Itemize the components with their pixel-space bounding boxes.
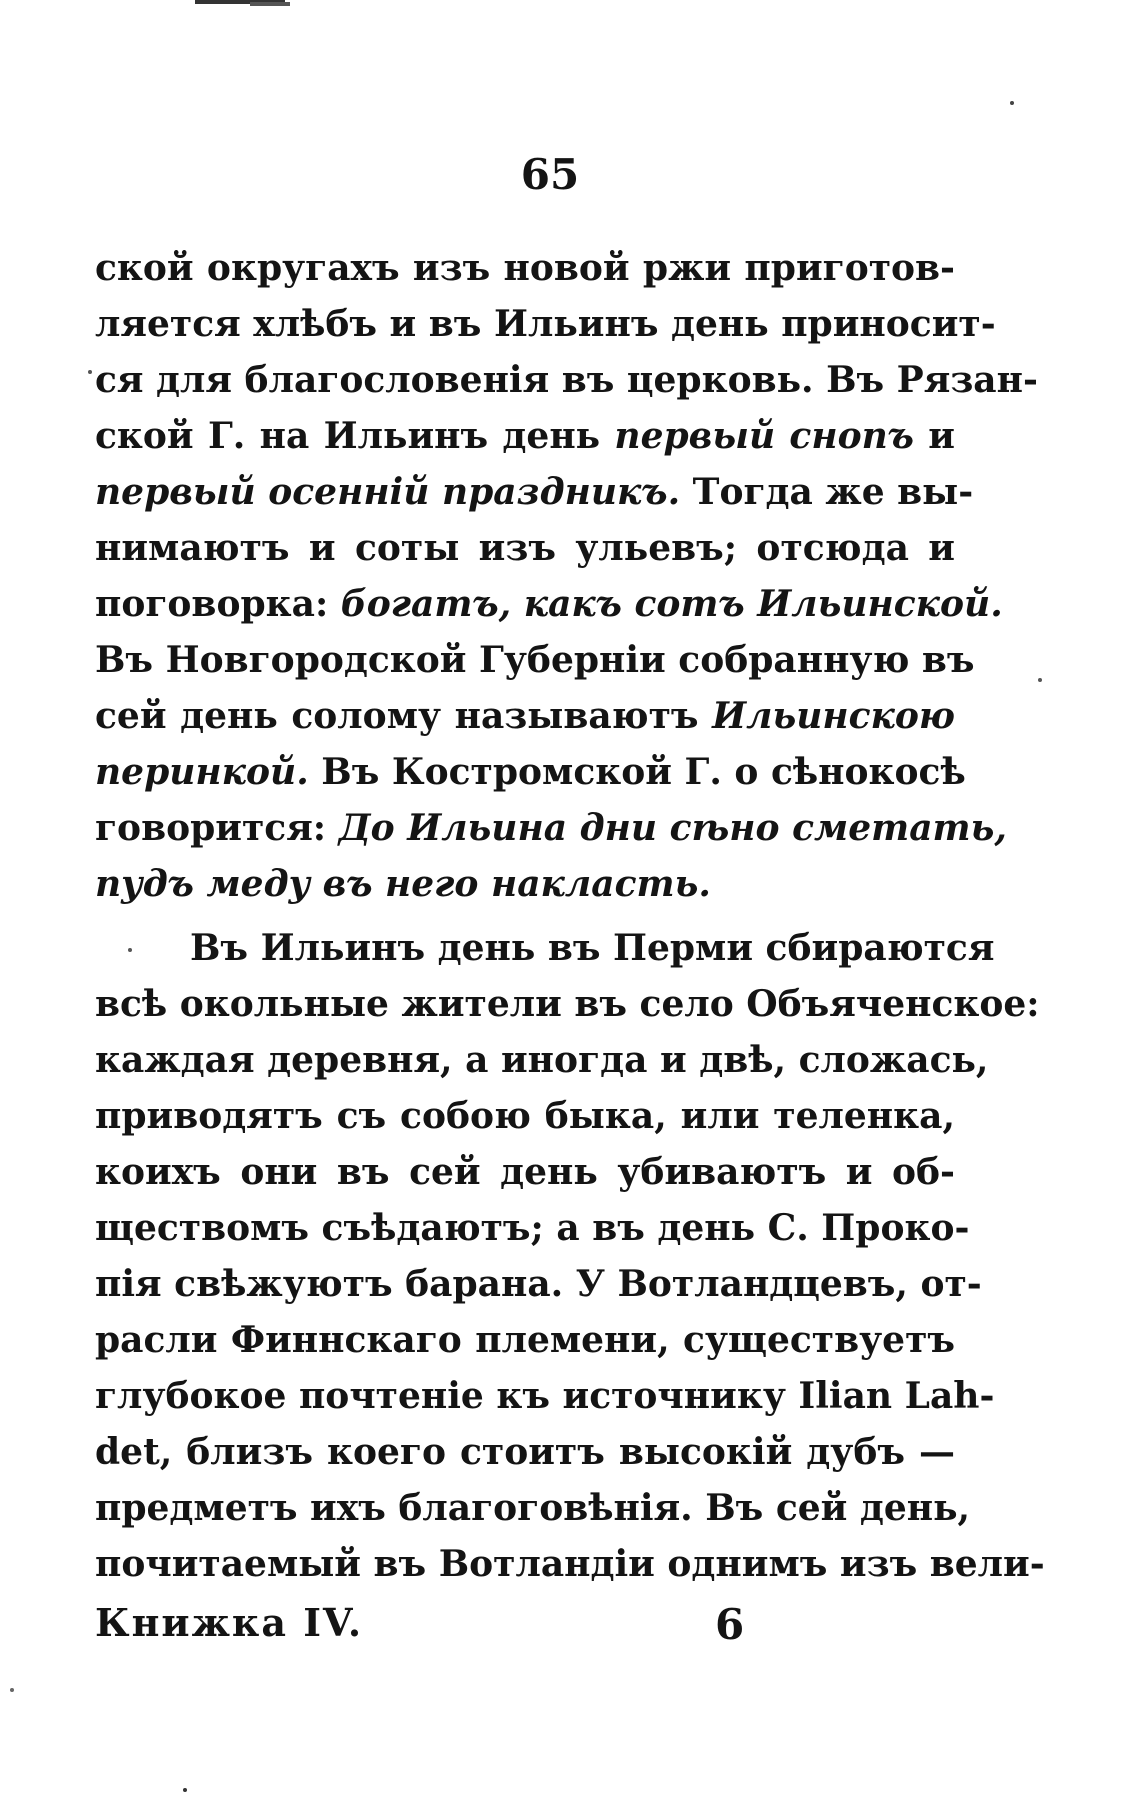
line-text: ской Г. на Ильинъ день xyxy=(95,415,601,457)
line-text: Въ Костромской Г. о сѣнокосѣ xyxy=(321,751,966,793)
signature-label: Книжка IV. xyxy=(95,1600,364,1645)
italic-phrase: пудъ меду въ него накласть. xyxy=(95,863,711,905)
text-line: глубокое почтеніе къ источнику Ilian Lah- xyxy=(95,1375,995,1417)
text-line xyxy=(95,688,955,744)
signature-number: 6 xyxy=(715,1600,745,1649)
italic-phrase: первый осенній праздникъ. xyxy=(95,471,681,513)
text-line: ществомъ съѣдаютъ; а въ день С. Проко- xyxy=(95,1207,970,1249)
italic-phrase: перинкой. xyxy=(95,751,309,793)
text-line: каждая деревня, а иногда и двѣ, сложась, xyxy=(95,1039,989,1081)
text-line: всѣ окольные жители въ село Объяченское: xyxy=(95,983,1040,1025)
line-text: и xyxy=(928,415,955,457)
text-line: Въ Ильинъ день въ Перми сбираются xyxy=(190,927,995,969)
scan-speck xyxy=(1010,101,1014,105)
scan-speck xyxy=(183,1788,187,1792)
text-line: ляется хлѣбъ и въ Ильинъ день приносит- xyxy=(95,303,996,345)
text-line xyxy=(95,744,966,800)
line-text: Тогда же вы- xyxy=(692,471,974,513)
line-text: говорится: xyxy=(95,807,327,849)
text-line: ской округахъ изъ новой ржи приготов- xyxy=(95,247,955,289)
italic-phrase: До Ильина дни сѣно сметать, xyxy=(338,807,1007,849)
text-line xyxy=(95,464,974,520)
text-line: предметъ ихъ благоговѣнія. Въ сей день, xyxy=(95,1487,971,1529)
scan-speck xyxy=(88,370,92,374)
italic-phrase: Ильинскою xyxy=(712,695,955,737)
scan-speck xyxy=(10,1688,14,1692)
text-line: приводятъ съ собою быка, или теленка, xyxy=(95,1095,955,1137)
scan-speck xyxy=(1038,678,1042,682)
line-text: сей день солому называютъ xyxy=(95,695,699,737)
text-line xyxy=(95,408,955,464)
text-line: ся для благословенія въ церковь. Въ Рязан- xyxy=(95,359,1038,401)
text-line: пія свѣжуютъ барана. У Вотландцевъ, от- xyxy=(95,1263,982,1305)
top-edge-mark xyxy=(250,2,290,6)
text-line: det, близъ коего стоитъ высокій дубъ — xyxy=(95,1431,955,1473)
text-line xyxy=(95,856,955,912)
italic-phrase: богатъ, какъ сотъ Ильинской. xyxy=(340,583,1003,625)
italic-phrase: первый снопъ xyxy=(614,415,914,457)
text-line: почитаемый въ Вотландіи однимъ изъ вели- xyxy=(95,1543,1045,1585)
text-line: коихъ они въ сей день убиваютъ и об- xyxy=(95,1151,955,1193)
signature-footer xyxy=(95,1600,955,1656)
page-number: 65 xyxy=(520,150,580,199)
scan-speck xyxy=(128,948,132,952)
text-line: Въ Новгородской Губерніи собранную въ xyxy=(95,639,975,681)
text-line: расли Финнскаго племени, существуетъ xyxy=(95,1319,955,1361)
line-text: поговорка: xyxy=(95,583,329,625)
text-line: нимаютъ и соты изъ ульевъ; отсюда и xyxy=(95,527,955,569)
text-line xyxy=(95,800,1007,856)
text-line xyxy=(95,576,1003,632)
